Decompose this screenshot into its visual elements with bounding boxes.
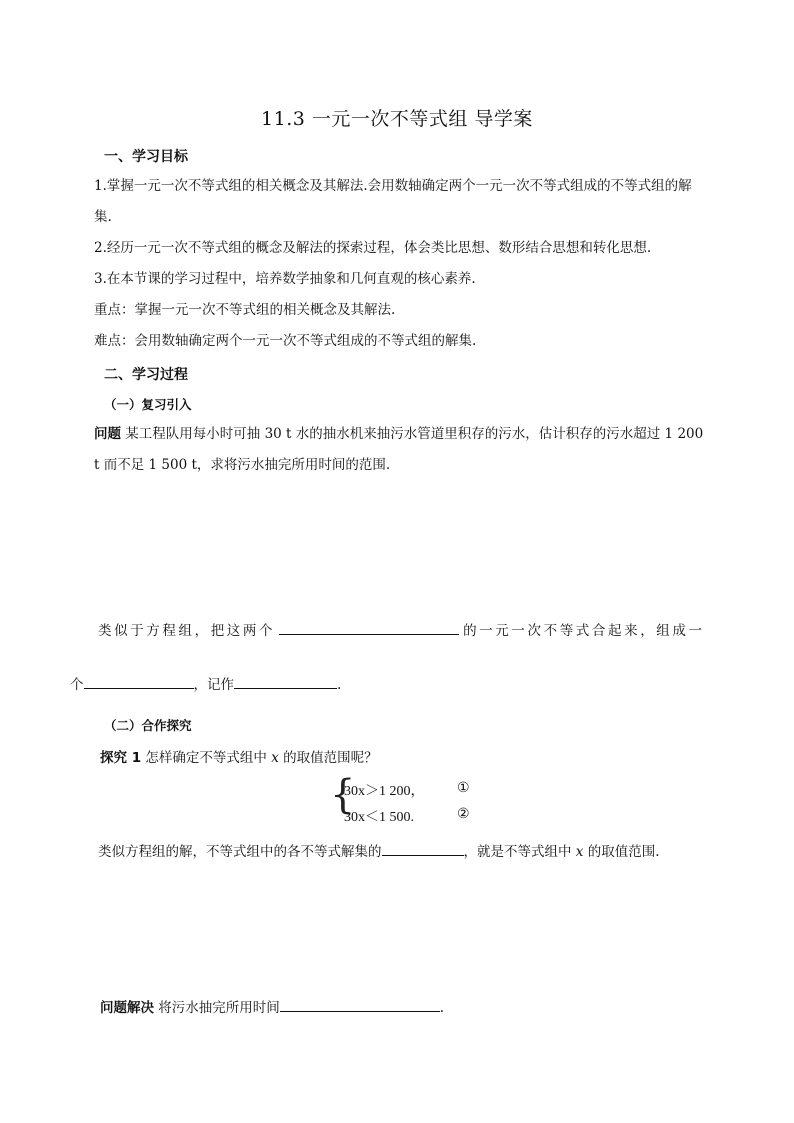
- analogy-line-1: [98, 618, 705, 645]
- explore-text-b: 的取值范围呢？: [278, 750, 378, 766]
- resolve-end: .: [439, 1000, 445, 1016]
- section-heading-goals: 一、学习目标: [104, 149, 188, 165]
- answer-blank-4[interactable]: [382, 841, 464, 856]
- problem-line-2: t 而不足 1 500 t，求将污水抽完所用时间的范围.: [94, 457, 391, 473]
- solution-line: [98, 839, 660, 866]
- problem-line-1: [94, 421, 703, 448]
- answer-blank-3[interactable]: [234, 674, 337, 689]
- analogy-text-a: 类似于方程组，把这两个: [98, 623, 276, 639]
- problem-label: 问题: [94, 426, 121, 442]
- goal-3: 3.在本节课的学习过程中，培养数学抽象和几何直观的核心素养.: [94, 271, 476, 287]
- analogy-text-d: ，记作: [193, 677, 234, 693]
- solution-text-b: ，就是不等式组中: [463, 844, 576, 860]
- goal-1-line-1: 1.掌握一元一次不等式组的相关概念及其解法.会用数轴确定两个一元一次不等式组成的不等式组的解: [94, 178, 692, 194]
- key-point: 重点：掌握一元一次不等式组的相关概念及其解法.: [94, 302, 396, 318]
- goal-1-line-2: 集.: [94, 209, 112, 225]
- answer-blank-2[interactable]: [84, 674, 194, 689]
- inequality-1-marker: ①: [457, 781, 470, 796]
- section-heading-process: 二、学习过程: [104, 367, 188, 383]
- problem-text-1: 某工程队用每小时可抽 30 t 水的抽水机来抽污水管道里积存的污水，估计积存的污水超过 1 200: [121, 426, 704, 442]
- solution-text-c: 的取值范围.: [583, 844, 660, 860]
- subsection-heading-review: （一）复习引入: [104, 397, 192, 412]
- page-title: 11.3 一元一次不等式组 导学案: [261, 108, 533, 130]
- analogy-text-e: .: [337, 677, 342, 693]
- explore-text-a: 怎样确定不等式组中: [141, 750, 272, 766]
- analogy-text-b: 的一元一次不等式合起来，组成一: [463, 623, 705, 639]
- analogy-line-2: [70, 672, 341, 699]
- system-brace: {: [330, 772, 356, 818]
- explore-variable: x: [271, 750, 279, 766]
- resolve-label: 问题解决: [100, 1000, 154, 1016]
- answer-blank-1[interactable]: [279, 620, 459, 635]
- resolve-line: [100, 995, 444, 1022]
- inequality-2: 30x＜1 500.: [344, 810, 414, 825]
- difficulty-point: 难点：会用数轴确定两个一元一次不等式组成的不等式组的解集.: [94, 333, 477, 349]
- inequality-2-marker: ②: [457, 807, 470, 822]
- explore-1-line: [100, 745, 378, 772]
- answer-blank-5[interactable]: [280, 997, 440, 1012]
- goal-2: 2.经历一元一次不等式组的概念及解法的探索过程，体会类比思想、数形结合思想和转化思想.: [94, 240, 652, 256]
- resolve-text: 将污水抽完所用时间: [154, 1000, 280, 1016]
- solution-variable: x: [575, 844, 584, 860]
- solution-text-a: 类似方程组的解，不等式组中的各不等式解集的: [98, 844, 382, 860]
- subsection-heading-explore: （二）合作探究: [104, 718, 192, 733]
- inequality-1: 30x＞1 200，: [344, 784, 425, 799]
- analogy-text-c: 个: [70, 677, 84, 693]
- explore-label: 探究 1: [100, 750, 142, 766]
